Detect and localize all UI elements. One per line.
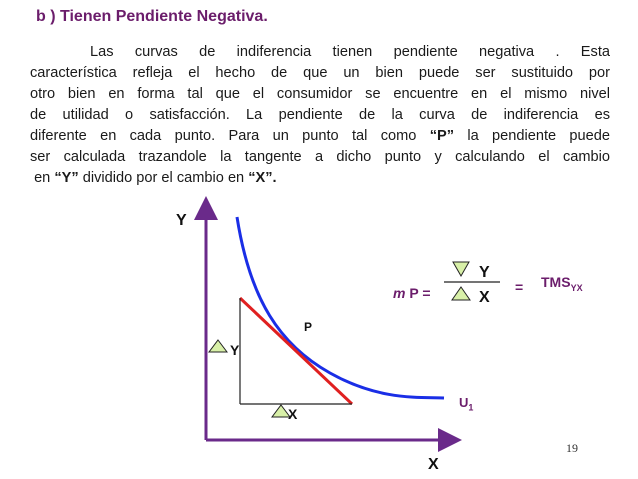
delta-x-label: X [288,406,298,422]
paragraph-line-1: Las curvas de indiferencia tienen pendiente negativa . Esta [90,44,610,60]
curve-u1-label: $U_1$ [459,395,474,413]
nabla-icon [453,262,469,276]
y-axis-label: Y [176,212,187,229]
paragraph-line-6: ser calculada trazandole la tangente a dicho punto y calculando el cambio [30,149,610,165]
x-axis-label: X [428,456,439,473]
delta-y-triangle-icon [209,340,227,352]
paragraph-line-2: característica refleja el hecho de que un bien puede ser sustituido por [30,65,610,81]
paragraph-line-4: de utilidad o satisfacción. La pendiente de la curva de indiferencia es [30,107,610,123]
page-number: 19 [566,441,578,455]
formula-lhs: m P = [393,285,431,301]
paragraph-line-5: diferente en cada punto. Para un punto tal como “P” la pendiente puede [30,128,611,144]
delta-y-label: Y [230,342,240,358]
point-p-label: P [304,320,313,334]
formula-equals: = [515,279,524,295]
paragraph-line-3: otro bien en forma tal que el consumidor se encuentre en el mismo nivel [30,86,610,102]
formula-rhs: $TMS_{YX}$ [541,274,583,293]
formula-denominator: X [479,289,490,306]
formula-numerator: Y [479,264,490,281]
tangent-line [240,298,352,404]
indifference-curve [237,217,444,398]
delta-denominator-icon [452,287,470,300]
section-heading: b ) Tienen Pendiente Negativa. [36,8,268,25]
paragraph-line-7: en “Y” dividido por el cambio en “X”. [34,170,277,186]
